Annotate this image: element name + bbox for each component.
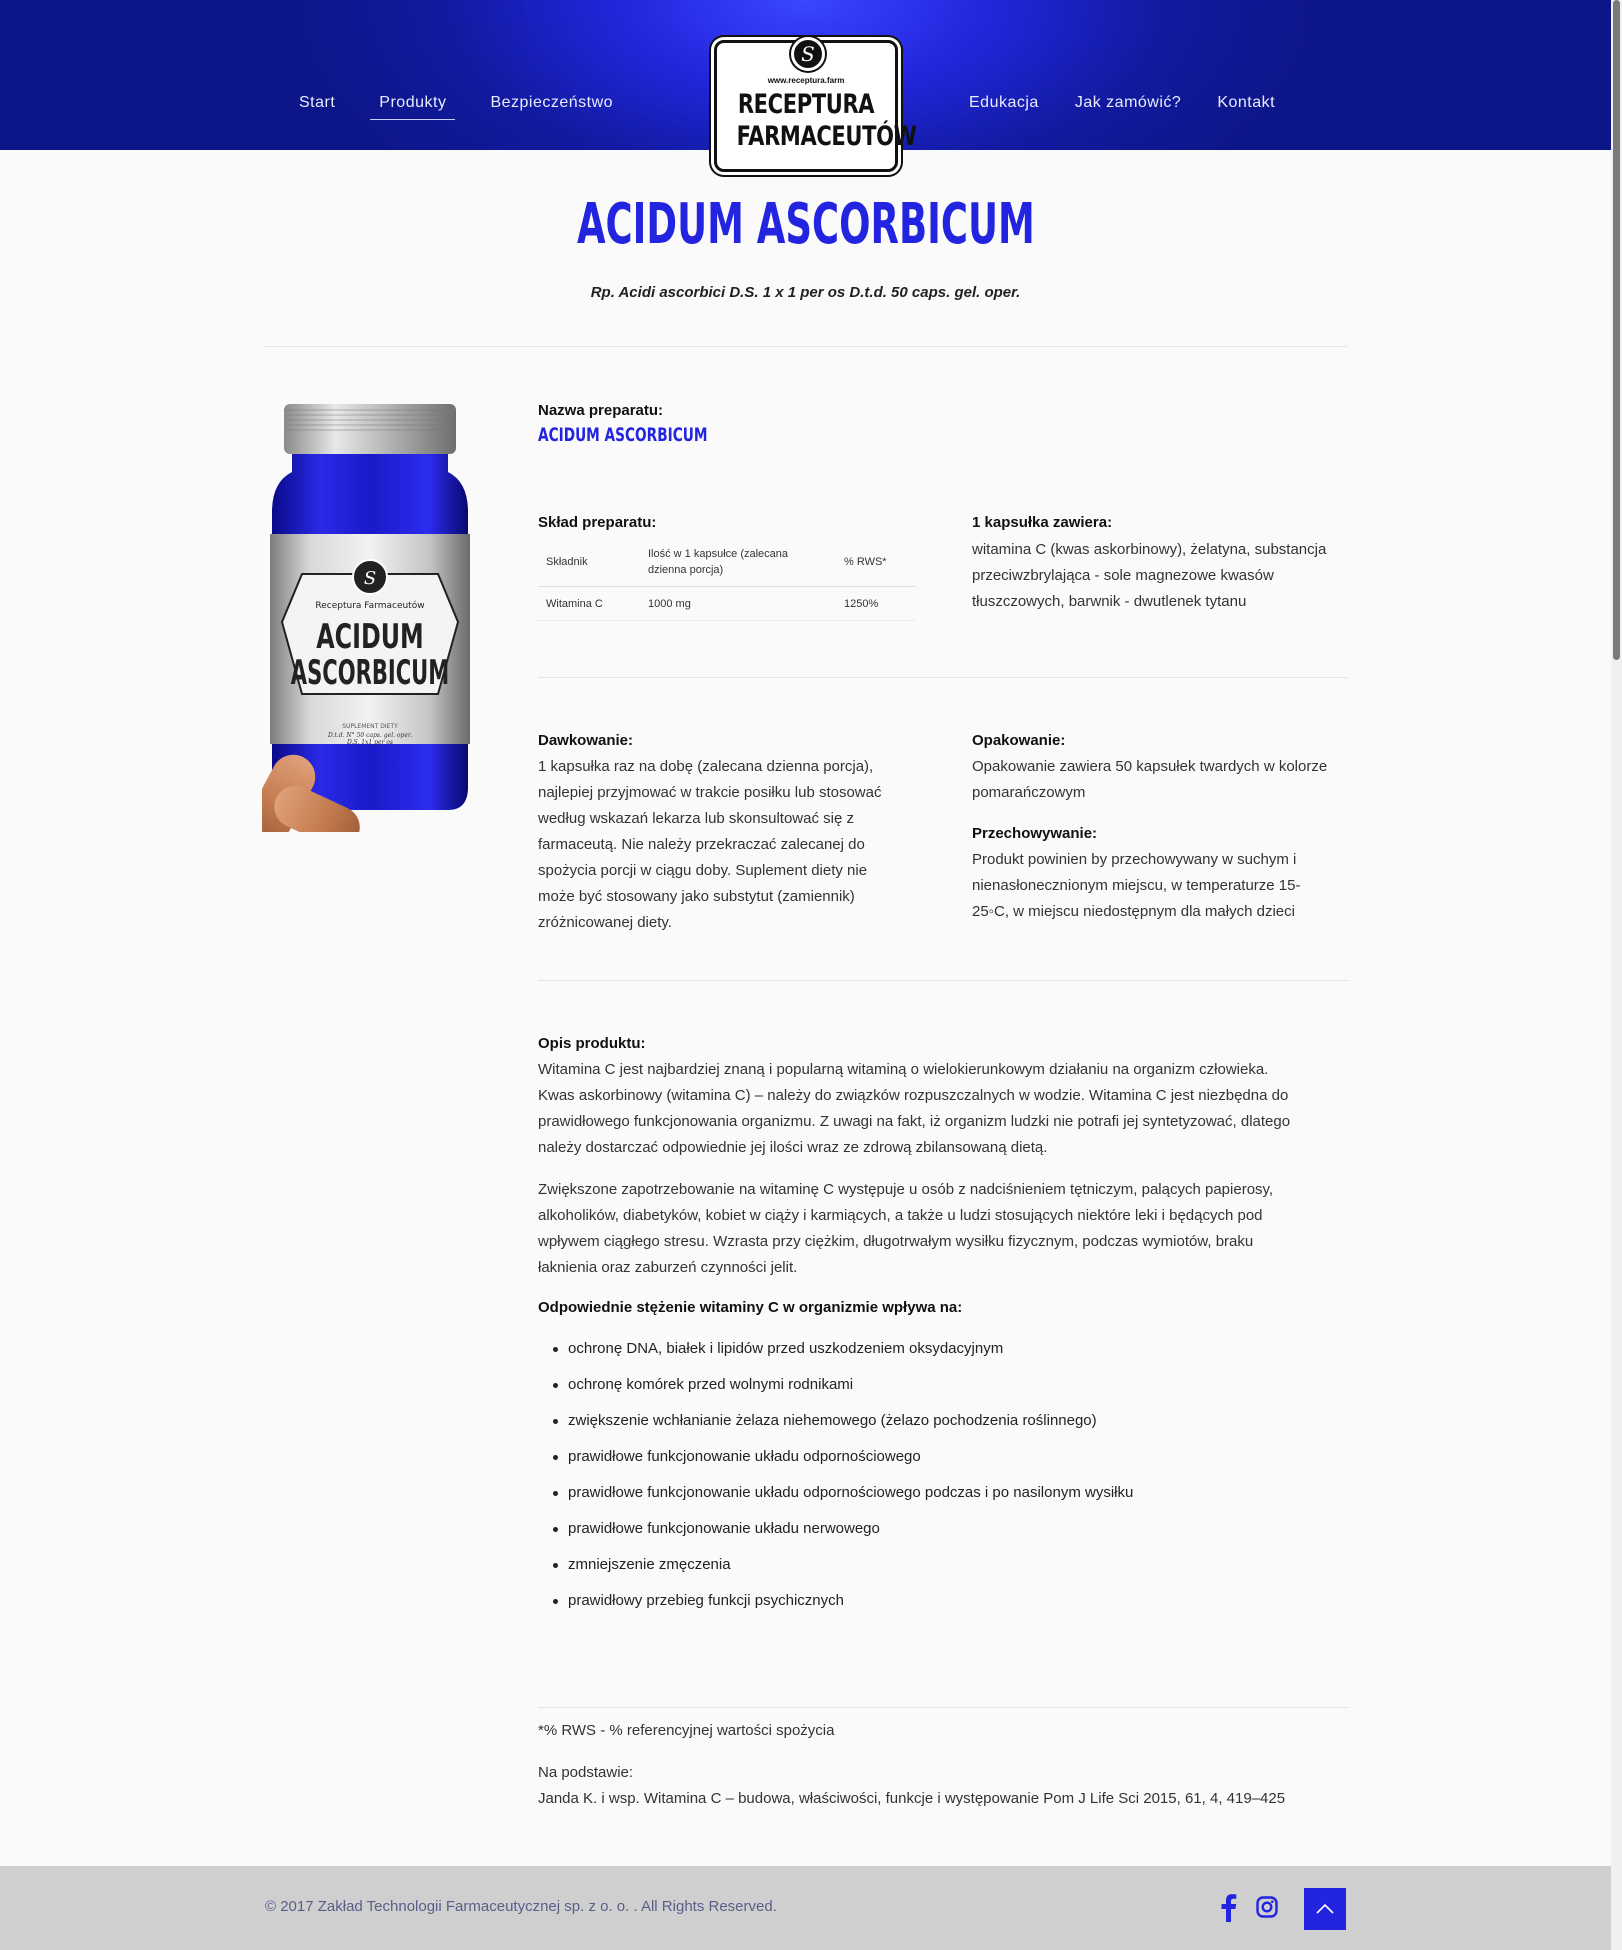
bottle-dose-2: D.S. 1x1 per os — [347, 739, 393, 746]
logo-url: www.receptura.farm — [767, 76, 845, 85]
divider — [538, 980, 1348, 981]
storage-text: Produkt powinien by przechowywany w suchym i nienasłonecznionym miejscu, w temperaturze 15- 25◦C, w miejscu niedostępnym dla małych dzieci — [972, 851, 1301, 920]
copyright: © 2017 Zakład Technologii Farmaceutycznej sp. z o. o. . All Rights Reserved. — [265, 1898, 777, 1915]
table-header-rws: % RWS* — [836, 540, 916, 587]
list-item: prawidłowe funkcjonowanie układu odpornościowego — [568, 1444, 1133, 1480]
list-item: zmniejszenie zmęczenia — [568, 1552, 1133, 1588]
list-item: zwiększenie wchłanianie żelaza niehemowego (żelazo pochodzenia roślinnego) — [568, 1408, 1133, 1444]
table-cell-ingredient: Witamina C — [546, 598, 603, 610]
page-scrollbar[interactable] — [1611, 0, 1622, 1950]
capsule-contents-label: 1 kapsułka zawiera: — [972, 514, 1113, 531]
scroll-to-top-button[interactable] — [1304, 1888, 1346, 1930]
list-item: prawidłowe funkcjonowanie układu odpornościowego podczas i po nasilonym wysiłku — [568, 1480, 1133, 1516]
dosage-text: 1 kapsułka raz na dobę (zalecana dzienna porcja), najlepiej przyjmować w trakcie posiłku lub stosować według wskazań lekarza lub skonsultować się z farmaceutą. Nie należy przekraczać zalecanej do spożycia porcji w ciągu doby. Suplement diety nie może być stosowany jako substytut (zamiennik) zróżnicowanej diety. — [538, 758, 882, 931]
site-footer — [0, 1866, 1611, 1950]
divider — [538, 677, 1348, 678]
site-logo[interactable] — [714, 40, 917, 172]
description-paragraph-2: Zwiększone zapotrzebowanie na witaminę C występuje u osób z nadciśnieniem tętniczym, palących papierosy, alkoholików, diabetyków, kobiet w ciąży i karmiących, a także u ludzi stosujących niektóre leki i będących pod wpływem ciągłego stresu. Wzrasta przy ciężkim, długotrwałym wysiłku fizycznym, podczas wymiotów, braku łaknienia oraz zaburzeń czynności jelit. — [538, 1181, 1274, 1276]
packaging-text: Opakowanie zawiera 50 kapsułek twardych w kolorze pomarańczowym — [972, 758, 1328, 801]
nav-item-kontakt[interactable]: Kontakt — [1217, 94, 1276, 111]
main-nav-left — [290, 90, 648, 124]
main-nav-right — [960, 90, 1310, 124]
storage-label: Przechowywanie: — [972, 825, 1098, 842]
bottle-small-text: SUPLEMENT DIETY — [342, 723, 398, 730]
name-label: Nazwa preparatu: — [538, 402, 664, 419]
capsule-contents-text: witamina C (kwas askorbinowy), żelatyna, substancja przeciwzbrylająca - sole magnezowe kwasów tłuszczowych, barwnik - dwutlenek tytanu — [972, 541, 1327, 610]
nav-item-start[interactable]: Start — [299, 94, 336, 111]
table-row — [538, 587, 916, 622]
name-value: ACIDUM ASCORBICUM — [538, 424, 708, 446]
table-header-row — [538, 540, 916, 587]
dosage-label: Dawkowanie: — [538, 732, 634, 749]
page-title: ACIDUM ASCORBICUM — [576, 192, 1035, 257]
divider — [265, 346, 1347, 347]
bottle-name-2: ASCORBICUM — [290, 652, 450, 693]
nav-item-produkty[interactable]: Produkty — [370, 90, 455, 124]
list-item: prawidłowe funkcjonowanie układu nerwowego — [568, 1516, 1133, 1552]
description-paragraph-1: Witamina C jest najbardziej znaną i popularną witaminą o wielokierunkowym działaniu na organizm człowieka. Kwas askorbinowy (witamina C) – należy do związków rozpuszczalnych w wodzie. Witamina C jest niezbędna do prawidłowego funkcjonowania organizmu. Z uwagi na fakt, iż organizm ludzki nie potrafi jej syntetyzować, dlatego należy dostarczać odpowiednie jej ilości wraz ze zdrową zbilansowaną dietą. — [538, 1061, 1291, 1156]
nav-item-edukacja[interactable]: Edukacja — [969, 94, 1039, 111]
list-item: ochronę DNA, białek i lipidów przed uszkodzeniem oksydacyjnym — [568, 1336, 1133, 1372]
description-label: Opis produktu: — [538, 1035, 646, 1052]
benefits-label: Odpowiednie stężenie witaminy C w organizmie wpływa na: — [538, 1299, 963, 1316]
table-bottom-rule — [538, 620, 916, 621]
benefits-list — [568, 1336, 1133, 1624]
table-header-ingredient: Składnik — [538, 540, 640, 587]
composition-table — [538, 540, 916, 621]
list-item: ochronę komórek przed wolnymi rodnikami — [568, 1372, 1133, 1408]
bottle-name-1: ACIDUM — [316, 616, 424, 657]
bottle-cap — [284, 404, 456, 454]
list-item: prawidłowy przebieg funkcji psychicznych — [568, 1588, 1133, 1624]
bottle-dose-1: D.t.d. N° 50 caps. gel. oper. — [327, 732, 413, 739]
facebook-icon[interactable] — [1218, 1892, 1238, 1922]
site-header — [0, 0, 1611, 150]
table-cell-amount: 1000 mg — [648, 598, 691, 610]
nav-item-bezpieczenstwo[interactable]: Bezpieczeństwo — [490, 94, 614, 111]
chevron-up-icon — [1304, 1888, 1346, 1930]
divider — [538, 1707, 1348, 1708]
prescription-line: Rp. Acidi ascorbici D.S. 1 x 1 per os D.t.d. 50 caps. gel. oper. — [590, 284, 1021, 301]
logo-line-2: FARMACEUTÓW — [736, 121, 917, 152]
rws-footnote: *% RWS - % referencyjnej wartości spożycia — [538, 1722, 835, 1739]
svg-text:S: S — [363, 568, 377, 589]
logo-emblem-icon: S — [791, 37, 825, 71]
nav-item-jak-zamowic[interactable]: Jak zamówić? — [1074, 94, 1182, 111]
source-citation: Janda K. i wsp. Witamina C – budowa, właściwości, funkcje i występowanie Pom J Life Sci 2015, 61, 4, 419–425 — [538, 1790, 1286, 1807]
product-bottle-image — [262, 402, 482, 832]
source-label: Na podstawie: — [538, 1764, 634, 1781]
instagram-icon[interactable] — [1256, 1896, 1278, 1918]
packaging-label: Opakowanie: — [972, 732, 1066, 749]
scrollbar-thumb[interactable] — [1613, 0, 1620, 660]
bottle-brand: Receptura Farmaceutów — [315, 601, 425, 611]
logo-line-1: RECEPTURA — [737, 89, 875, 120]
composition-label: Skład preparatu: — [538, 514, 657, 531]
table-header-amount: Ilość w 1 kapsułce (zalecana dzienna porcja) — [640, 540, 836, 587]
table-cell-rws: 1250% — [844, 598, 879, 610]
